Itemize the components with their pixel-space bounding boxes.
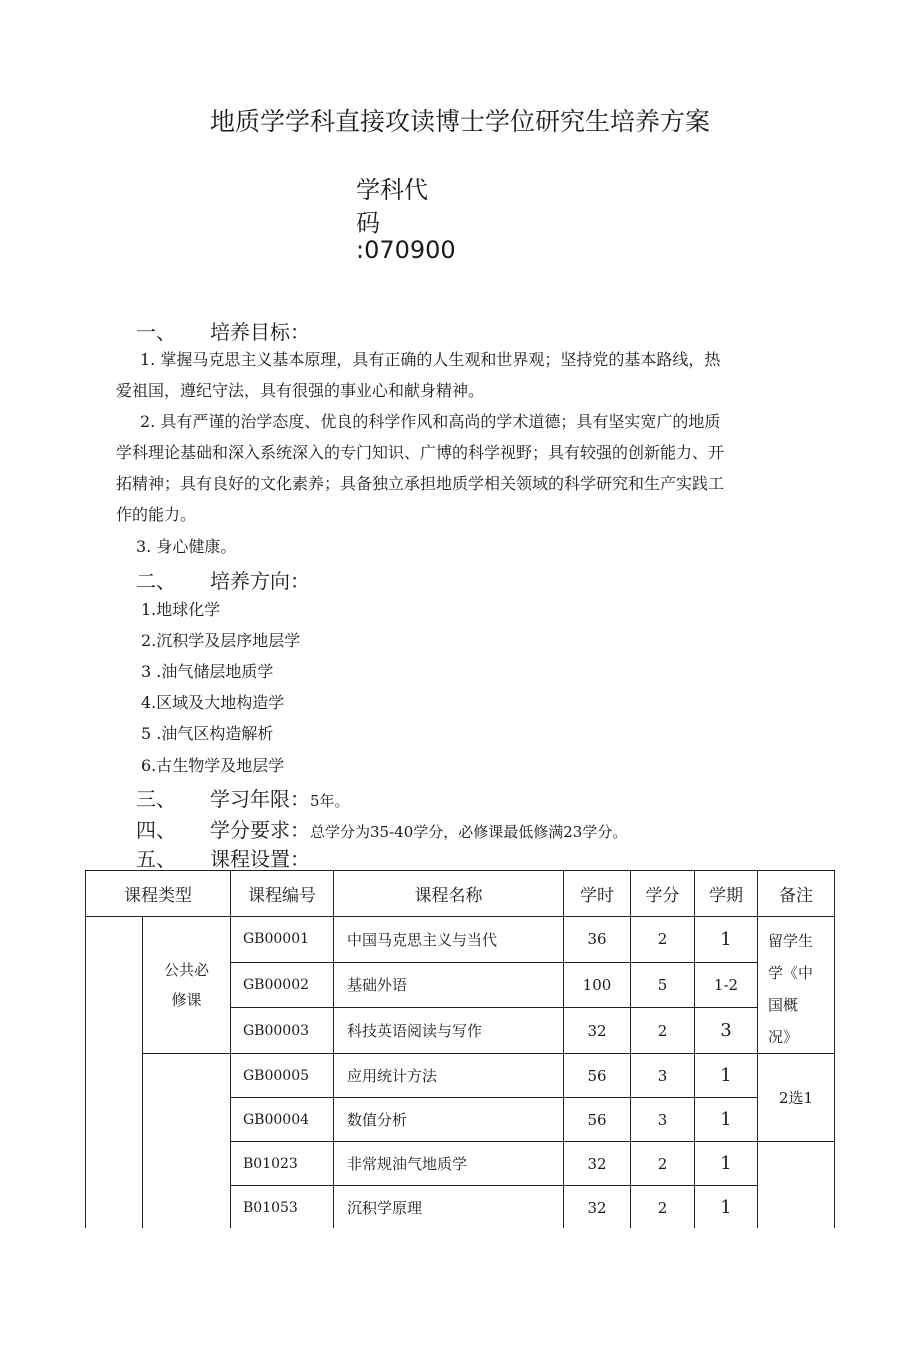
group-public-required: 公共必 修课	[143, 917, 231, 1054]
header-note: 备注	[758, 871, 835, 917]
direction-item: 4.区域及大地构造学	[141, 693, 285, 712]
course-credits: 3	[631, 1054, 695, 1098]
table-row	[86, 1054, 835, 1098]
course-name: 基础外语	[334, 962, 564, 1008]
goal-paragraph-2-line-4: 作的能力。	[116, 505, 197, 524]
page-cut	[0, 1228, 920, 1368]
goal-paragraph-2-line-1: 2. 具有严谨的治学态度、优良的科学作风和高尚的学术道德；具有坚实宽广的地质	[140, 412, 721, 431]
course-name: 非常规油气地质学	[334, 1142, 564, 1186]
course-hours: 56	[564, 1098, 631, 1142]
header-type: 课程类型	[86, 871, 231, 917]
section-heading-directions	[136, 565, 436, 593]
course-semester: 1	[695, 1098, 758, 1142]
course-hours: 32	[564, 1008, 631, 1054]
course-credits: 5	[631, 962, 695, 1008]
course-hours: 36	[564, 917, 631, 963]
course-credits: 2	[631, 1142, 695, 1186]
table-row	[86, 917, 835, 963]
section-title: 学习年限：	[210, 787, 310, 811]
section-heading-duration	[136, 783, 636, 811]
section-title: 培养目标：	[210, 320, 310, 344]
page-title: 地质学学科直接攻读博士学位研究生培养方案	[209, 107, 710, 136]
section-heading-courses	[136, 843, 436, 871]
subject-code-label: 学科代	[356, 176, 428, 204]
direction-item: 1.地球化学	[141, 600, 221, 619]
section-title: 培养方向：	[210, 569, 310, 593]
section-title: 学分要求：	[210, 818, 310, 842]
header-code: 课程编号	[231, 871, 334, 917]
goal-paragraph-2-line-2: 学科理论基础和深入系统深入的专门知识、广博的科学视野；具有较强的创新能力、开	[116, 443, 725, 462]
header-hours: 学时	[564, 871, 631, 917]
goal-paragraph-1-line-2: 爱祖国，遵纪守法，具有很强的事业心和献身精神。	[116, 381, 485, 400]
course-credits: 2	[631, 1008, 695, 1054]
course-hours: 56	[564, 1054, 631, 1098]
section-number: 二、	[136, 569, 176, 593]
table-header-row	[86, 871, 835, 917]
course-code: GB00002	[231, 962, 334, 1008]
course-semester: 1-2	[695, 962, 758, 1008]
course-credits: 2	[631, 917, 695, 963]
section-title: 课程设置：	[210, 847, 310, 871]
header-semester: 学期	[695, 871, 758, 917]
course-code: GB00003	[231, 1008, 334, 1054]
note-choice: 2选1	[758, 1054, 835, 1142]
course-semester: 1	[695, 1054, 758, 1098]
course-code: GB00004	[231, 1098, 334, 1142]
direction-item: 2.沉积学及层序地层学	[141, 631, 301, 650]
course-name: 科技英语阅读与写作	[334, 1008, 564, 1054]
course-credits: 2	[631, 1186, 695, 1230]
section-number: 三、	[136, 787, 176, 811]
note-public: 留学生 学《中 国概 况》	[758, 917, 835, 1054]
course-semester: 1	[695, 917, 758, 963]
group-cell-empty	[143, 1054, 231, 1230]
course-name: 数值分析	[334, 1098, 564, 1142]
goal-paragraph-1-line-1: 1. 掌握马克思主义基本原理，具有正确的人生观和世界观；坚持党的基本路线，热	[140, 350, 721, 369]
header-credits: 学分	[631, 871, 695, 917]
course-hours: 100	[564, 962, 631, 1008]
duration-value: 5年。	[310, 792, 350, 810]
direction-item: 5 .油气区构造解析	[141, 724, 274, 743]
course-hours: 32	[564, 1186, 631, 1230]
section-heading-credits	[136, 814, 786, 842]
course-semester: 1	[695, 1186, 758, 1230]
category-cell	[86, 917, 143, 1230]
section-heading-goals	[136, 316, 436, 344]
section-number: 一、	[136, 320, 176, 344]
section-number: 四、	[136, 818, 176, 842]
course-hours: 32	[564, 1142, 631, 1186]
course-name: 中国马克思主义与当代	[334, 917, 564, 963]
course-credits: 3	[631, 1098, 695, 1142]
direction-item: 6.古生物学及地层学	[141, 756, 285, 775]
course-semester: 1	[695, 1142, 758, 1186]
course-name: 沉积学原理	[334, 1186, 564, 1230]
direction-item: 3 .油气储层地质学	[141, 662, 274, 681]
goal-paragraph-3: 3. 身心健康。	[136, 537, 237, 556]
credits-requirement: 总学分为35-40学分，必修课最低修满23学分。	[310, 823, 628, 841]
course-code: B01053	[231, 1186, 334, 1230]
course-semester: 3	[695, 1008, 758, 1054]
course-code: GB00005	[231, 1054, 334, 1098]
header-name: 课程名称	[334, 871, 564, 917]
course-name: 应用统计方法	[334, 1054, 564, 1098]
course-code: GB00001	[231, 917, 334, 963]
course-code: B01023	[231, 1142, 334, 1186]
subject-code-value: :070900	[356, 236, 456, 264]
section-number: 五、	[136, 847, 176, 871]
goal-paragraph-2-line-3: 拓精神；具有良好的文化素养；具备独立承担地质学相关领域的科学研究和生产实践工	[116, 474, 725, 493]
subject-code-label-cont: 码	[356, 209, 380, 237]
